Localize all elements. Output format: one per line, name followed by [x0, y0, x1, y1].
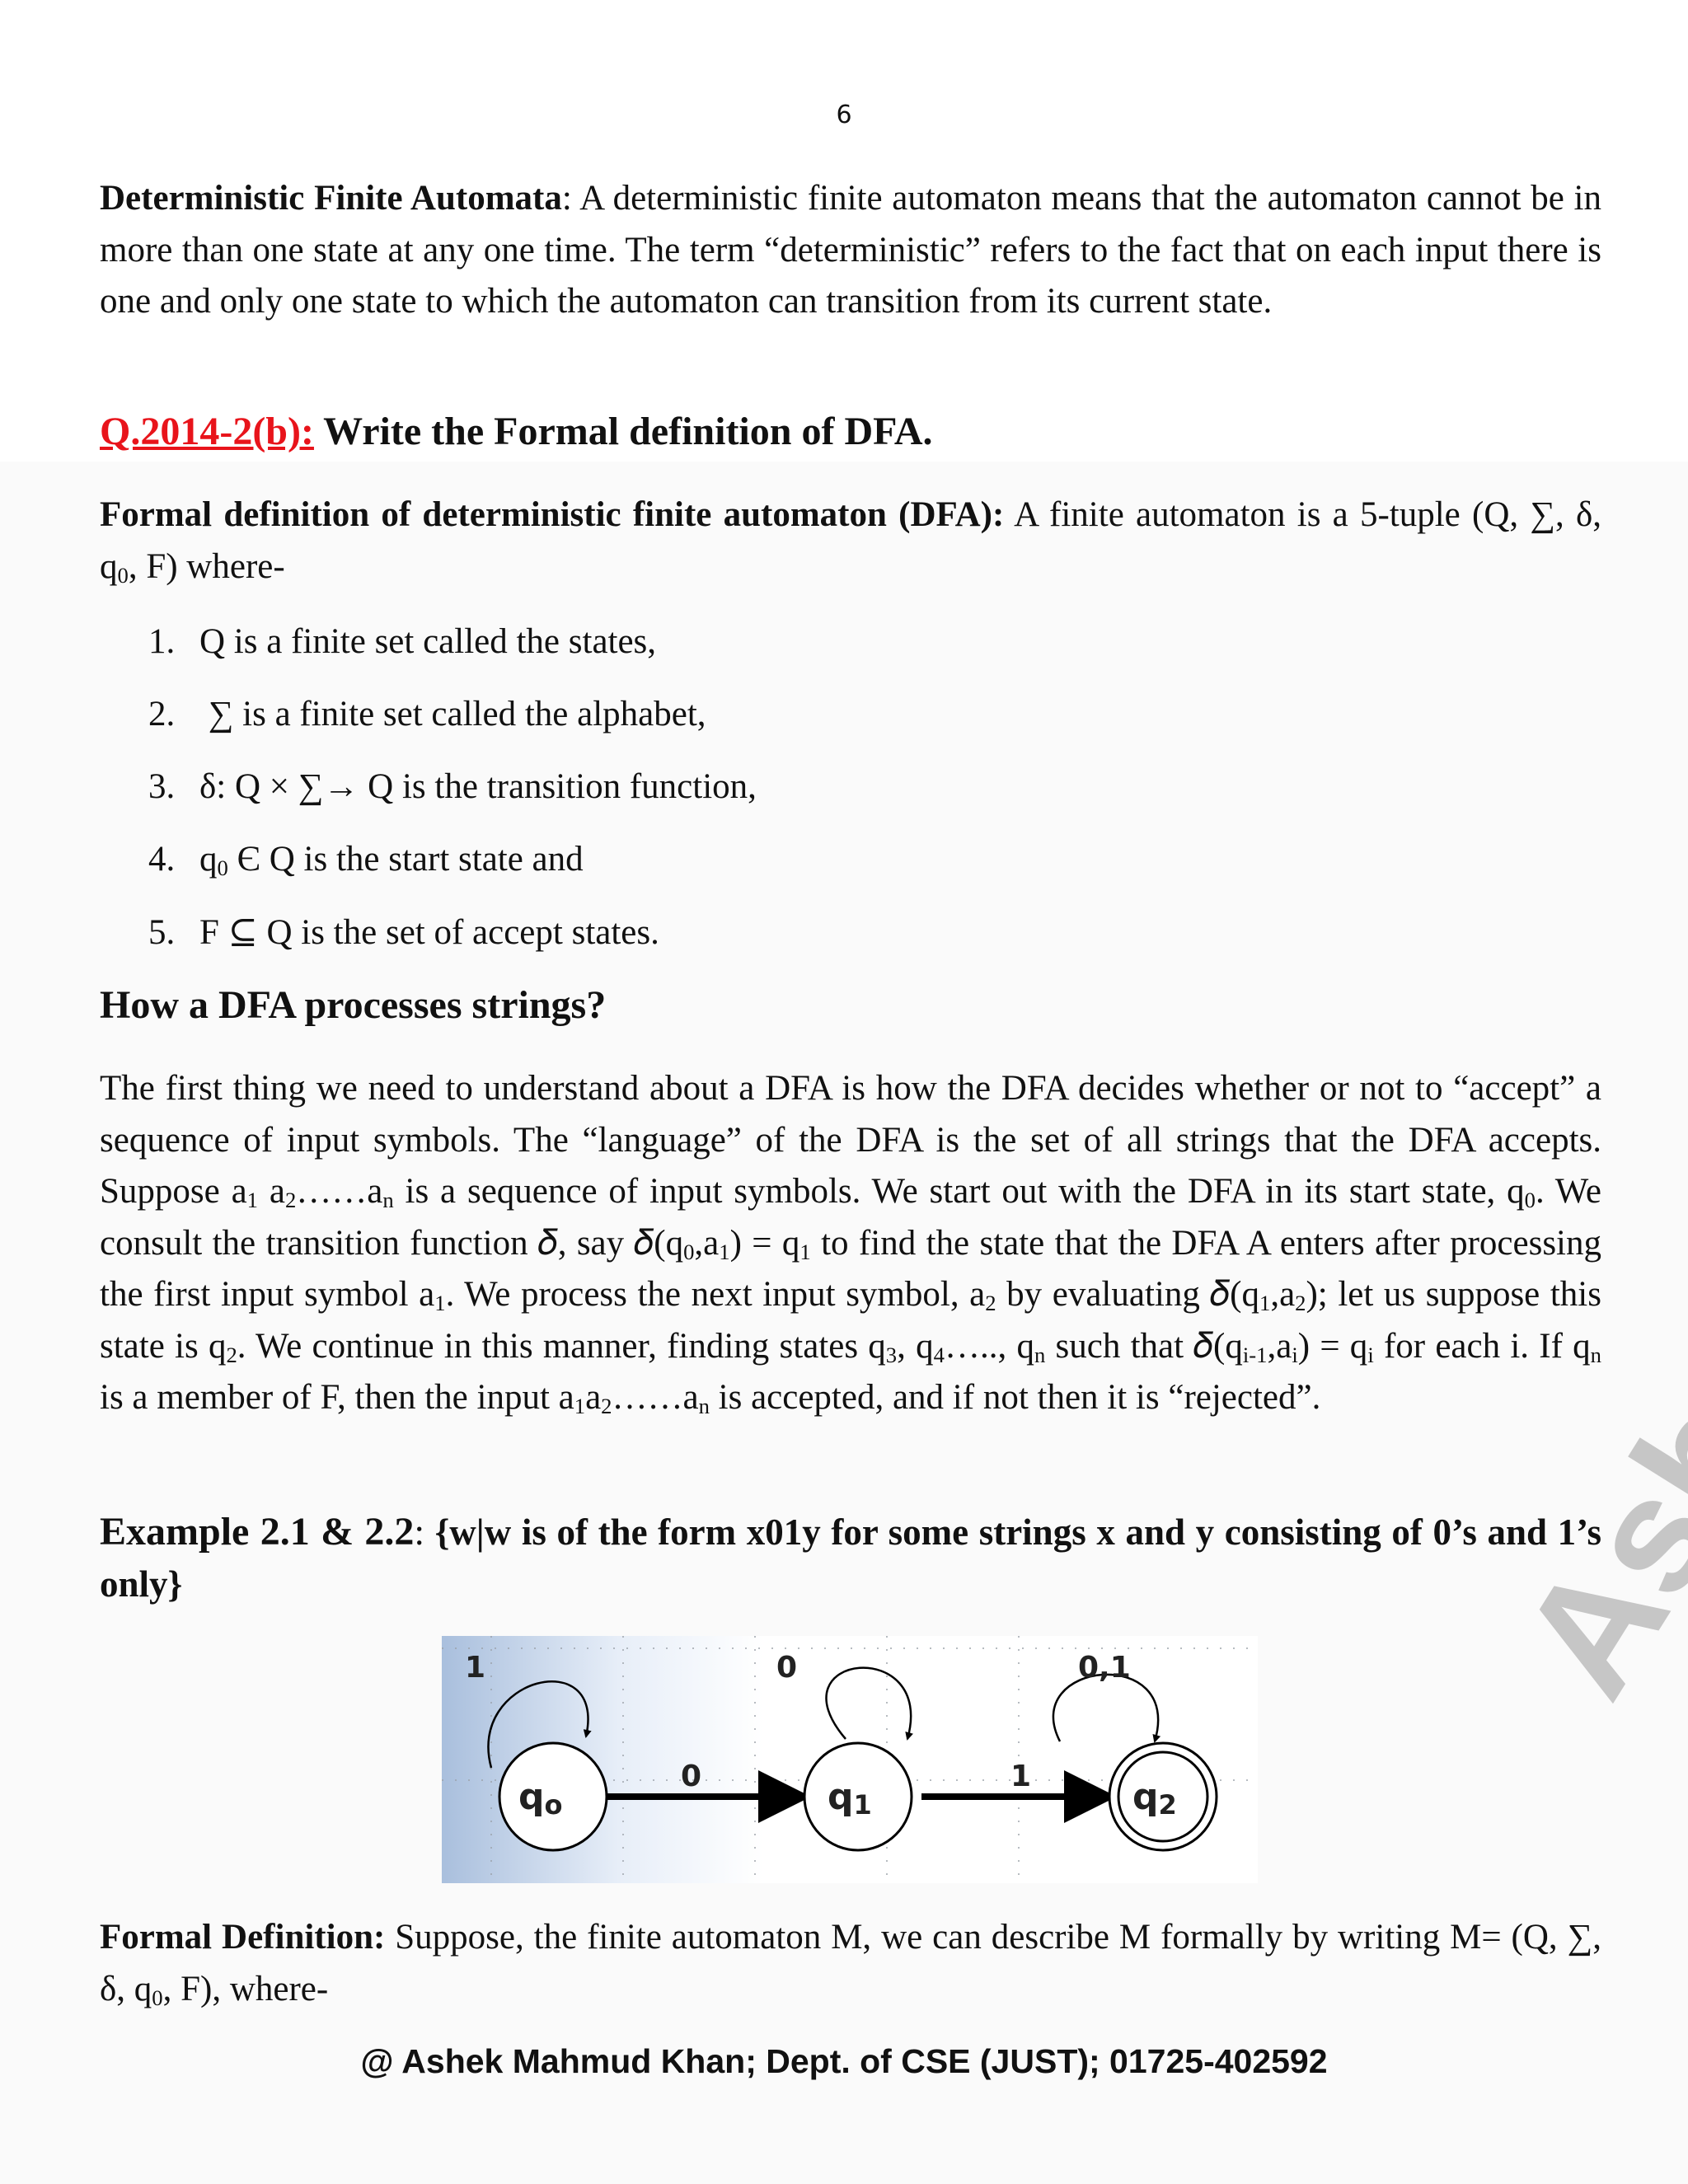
list-item	[148, 766, 757, 807]
loop-label-q1: 0	[776, 1651, 798, 1685]
formal-definition-text: A finite automaton is a 5-tuple (Q, ∑, δ, q	[100, 495, 1601, 586]
example-text: {w|w is of the form x01y for some strings x and y consisting of 0’s and 1’s only}	[100, 1511, 1601, 1605]
formal-definition-term: Formal definition of deterministic finite automaton (DFA):	[100, 495, 1005, 534]
list-item	[148, 621, 656, 662]
formal-definition-paragraph	[100, 490, 1601, 593]
subscript: 0	[152, 1985, 163, 2010]
list-text: ∑ is a finite set called the alphabet,	[199, 695, 706, 733]
list-text: F ⊆ Q is the set of accept states.	[199, 913, 659, 952]
dfa-state-diagram	[442, 1636, 1258, 1883]
section-heading: How a DFA processes strings?	[100, 983, 607, 1027]
state-label-q0: qo	[518, 1776, 563, 1821]
list-text: δ: Q × ∑→ Q is the transition function,	[199, 767, 757, 806]
list-item	[148, 694, 706, 734]
loop-label-q2: 0,1	[1078, 1651, 1131, 1685]
list-item	[148, 912, 659, 953]
dfa-term: Deterministic Finite Automata	[100, 179, 562, 218]
list-number: 3.	[148, 767, 176, 806]
formal-definition-2-text: Suppose, the finite automaton M, we can describe M formally by writing M= (Q, ∑, δ, q	[100, 1918, 1601, 2008]
formal-definition-2-paragraph	[100, 1912, 1601, 2015]
transition-label-q0-q1: 0	[681, 1760, 702, 1793]
example-term: Example 2.1 & 2.2	[100, 1510, 415, 1554]
example-heading	[100, 1507, 1601, 1610]
process-paragraph: The first thing we need to understand about a DFA is how the DFA decides whether or not to “accept” a sequence of input symbols. The “language” of the DFA is the set of all strings that the DFA accepts. Suppose $a_1$ $a_2\dots\dots a_n$ is a sequence of input symbols. We start out with the DFA in its start state, $q_0$. We consult the transition function 𝛿, say $𝛿(q_0,a_1) = q_1$ to find the state that the DFA A enters after processing the first input symbol $a_1$. We process the next input symbol, $a_2$ by evaluating $𝛿(q_1,a_2)$; let us suppose this state is $q_2$. We continue in this manner, finding states $q_3$, $q_4\dots$.., $q_n$ such that $𝛿(q_{i-1},a_i) = q_i$ for each i. If $q_n$ is a member of F, then the input $a_1a_2\dots\dots a_n$ is accepted, and if not then it is “rejected”.	[100, 1069, 1602, 1418]
state-label-q2: q2	[1132, 1776, 1177, 1821]
loop-label-q0: 1	[465, 1651, 486, 1685]
dfa-text: : A deterministic finite automaton means that the automaton cannot be in more than one state at any one time. The term “deterministic” refers to the fact that on each input there is one and only one state to which the automaton can transition from its current state.	[100, 179, 1602, 321]
list-text: q	[199, 840, 218, 879]
list-text-end: Є Q is the start state and	[227, 840, 584, 879]
list-number: 4.	[148, 840, 176, 879]
question-label: Q.2014-2(b):	[100, 410, 314, 453]
list-text: Q is a finite set called the states,	[199, 622, 657, 661]
dfa-definition-paragraph	[100, 173, 1601, 328]
list-item	[148, 839, 584, 879]
list-number: 5.	[148, 913, 176, 952]
subscript: 0	[117, 562, 129, 588]
state-label-q1: q1	[828, 1776, 872, 1821]
list-number: 1.	[148, 622, 176, 661]
page-number: 6	[836, 101, 852, 129]
footer: @ Ashek Mahmud Khan; Dept. of CSE (JUST); 01725-402592	[360, 2042, 1328, 2080]
transition-label-q1-q2: 1	[1010, 1760, 1032, 1793]
question-text: Write the Formal definition of DFA.	[313, 410, 933, 453]
formal-definition-2-text-end: , F), where-	[162, 1969, 329, 2008]
question-heading	[100, 409, 933, 454]
example-colon: :	[414, 1511, 435, 1553]
formal-definition-2-term: Formal Definition:	[100, 1918, 386, 1957]
list-number: 2.	[148, 695, 176, 733]
formal-definition-text-end: , F) where-	[128, 546, 285, 586]
subscript: 0	[217, 855, 228, 880]
